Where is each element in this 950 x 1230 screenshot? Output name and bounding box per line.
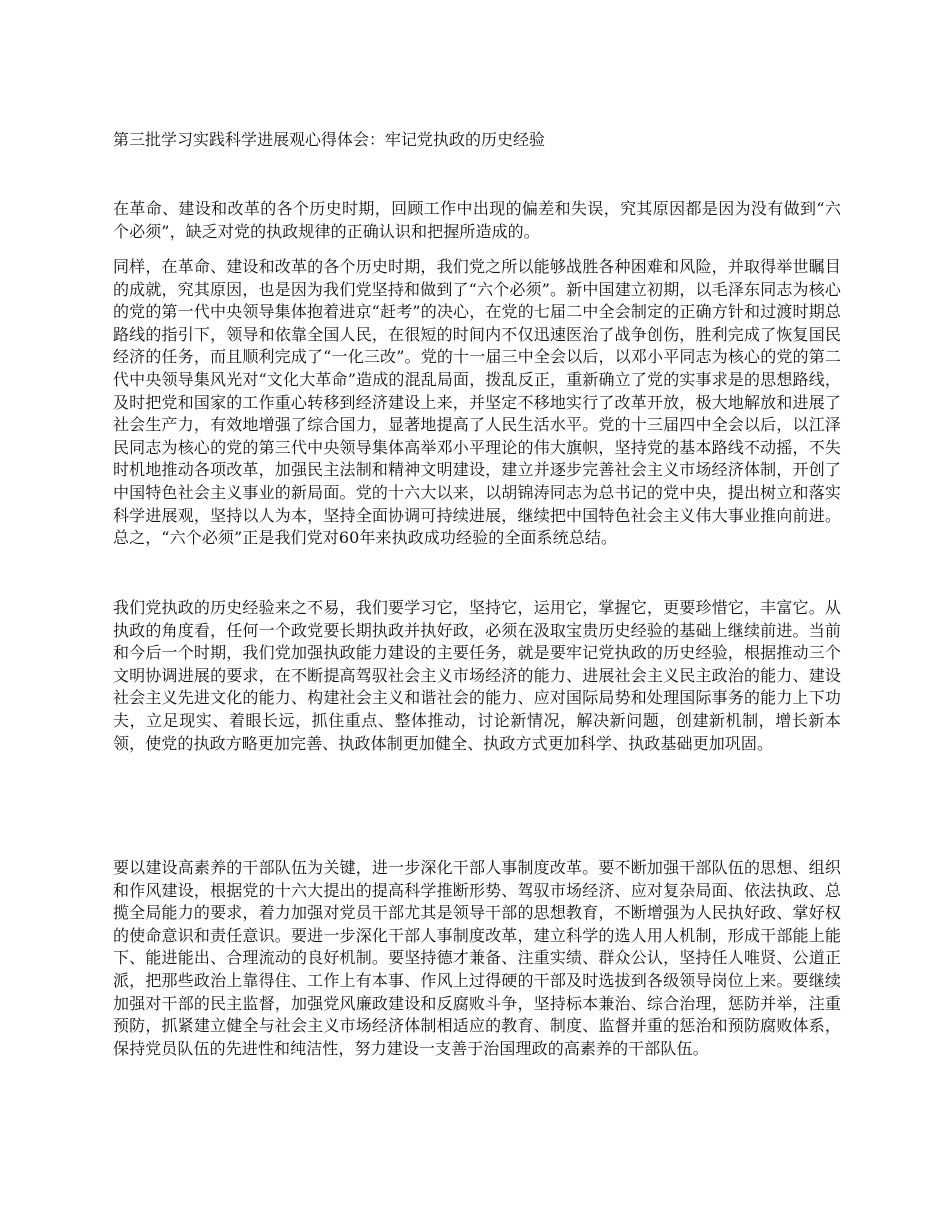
document-title: 第三批学习实践科学进展观心得体会：牢记党执政的历史经验 bbox=[113, 130, 546, 149]
paragraph-1: 在革命、建设和改革的各个历史时期，回顾工作中出现的偏差和失误，究其原因都是因为没有做到“六个必须”，缺乏对党的执政规律的正确认识和把握所造成的。 bbox=[113, 199, 841, 241]
paragraph-3: 我们党执政的历史经验来之不易，我们要学习它，坚持它，运用它，掌握它，更要珍惜它，丰富它。从执政的角度看，任何一个政党要长期执政并执好政，必须在汲取宝贵历史经验的基础上继续前进。当前和今后一个时期，我们党加强执政能力建设的主要任务，就是要牢记党执政的历史经验，根据推动三个文明协调进展的要求，在不断提高驾驭社会主义市场经济的能力、进展社会主义民主政治的能力、建设社会主义先进文化的能力、构建社会主义和谐社会的能力、应对国际局势和处理国际事务的能力上下功夫，立足现实、着眼长远，抓住重点、整体推动，讨论新情况，解决新问题，创建新机制，增长新本领，使党的执政方略更加完善、执政体制更加健全、执政方式更加科学、执政基础更加巩固。 bbox=[113, 598, 841, 753]
paragraph-2: 同样，在革命、建设和改革的各个历史时期，我们党之所以能够战胜各种困难和风险，并取得举世瞩目的成就，究其原因，也是因为我们党坚持和做到了“六个必须”。新中国建立初期，以毛泽东同志为核心的党的第一代中央领导集体抱着进京“赶考”的决心，在党的七届二中全会制定的正确方针和过渡时期总路线的指引下，领导和依靠全国人民，在很短的时间内不仅迅速医治了战争创伤，胜利完成了恢复国民经济的任务，而且顺利完成了“一化三改”。党的十一届三中全会以后，以邓小平同志为核心的党的第二代中央领导集风光对“文化大革命”造成的混乱局面，拨乱反正，重新确立了党的实事求是的思想路线，及时把党和国家的工作重心转移到经济建设上来，并坚定不移地实行了改革开放，极大地解放和进展了社会生产力，有效地增强了综合国力，显著地提高了人民生活水平。党的十三届四中全会以后，以江泽民同志为核心的党的第三代中央领导集体高举邓小平理论的伟大旗帜，坚持党的基本路线不动摇，不失时机地推动各项改革，加强民主法制和精神文明建设，建立并逐步完善社会主义市场经济体制，开创了中国特色社会主义事业的新局面。党的十六大以来，以胡锦涛同志为总书记的党中央，提出树立和落实科学进展观，坚持以人为本，坚持全面协调可持续进展，继续把中国特色社会主义伟大事业推向前进。总之，“六个必须”正是我们党对60年来执政成功经验的全面系统总结。 bbox=[113, 257, 841, 548]
paragraph-4: 要以建设高素养的干部队伍为关键，进一步深化干部人事制度改革。要不断加强干部队伍的思想、组织和作风建设，根据党的十六大提出的提高科学推断形势、驾驭市场经济、应对复杂局面、依法执政、总揽全局能力的要求，着力加强对党员干部尤其是领导干部的思想教育，不断增强为人民执好政、掌好权的使命意识和责任意识。要进一步深化干部人事制度改革，建立科学的选人用人机制，形成干部能上能下、能进能出、合理流动的良好机制。要坚持德才兼备、注重实绩、群众公认，坚持任人唯贤、公道正派，把那些政治上靠得住、工作上有本事、作风上过得硬的干部及时选拔到各级领导岗位上来。要继续加强对干部的民主监督，加强党风廉政建设和反腐败斗争，坚持标本兼治、综合治理，惩防并举，注重预防，抓紧建立健全与社会主义市场经济体制相适应的教育、制度、监督并重的惩治和预防腐败体系，保持党员队伍的先进性和纯洁性，努力建设一支善于治国理政的高素养的干部队伍。 bbox=[113, 858, 841, 1058]
